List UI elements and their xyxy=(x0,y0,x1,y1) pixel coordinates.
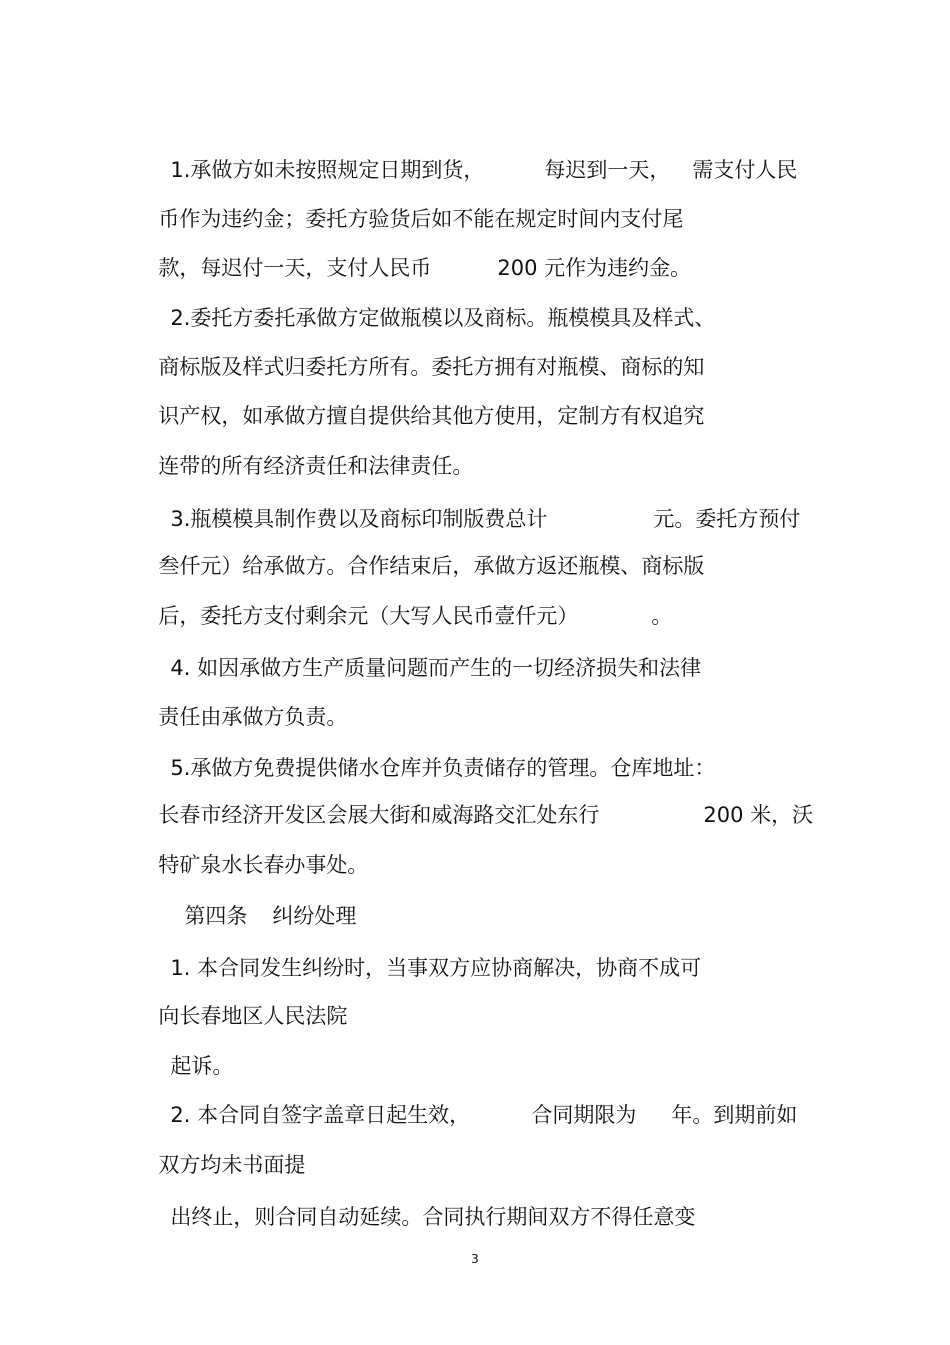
text-segment: 连带的所有经济责任和法律责任。 xyxy=(158,454,474,478)
text-line xyxy=(640,480,800,532)
text-line xyxy=(658,1076,797,1128)
section-heading xyxy=(171,877,247,929)
text-segment: 双方均未书面提 xyxy=(158,1153,306,1177)
text-line xyxy=(638,577,672,629)
text-line xyxy=(145,180,683,232)
text-line xyxy=(690,776,813,828)
text-line xyxy=(679,131,797,183)
text-segment: 200 米，沃 xyxy=(703,803,814,827)
section-heading xyxy=(259,877,356,929)
text-segment: 特矿泉水长春办事处。 xyxy=(158,853,369,877)
text-segment: 合同期限为 xyxy=(531,1103,637,1127)
text-segment: 纠纷处理 xyxy=(272,904,357,928)
text-segment: 出终止，则合同自动延续。合同执行期间双方不得任意变 xyxy=(170,1205,696,1229)
text-segment: 商标版及样式归委托方所有。委托方拥有对瓶模、商标的知 xyxy=(158,355,705,379)
text-segment: 4. 如因承做方生产质量问题而产生的一切经济损失和法律 xyxy=(170,656,702,680)
text-line xyxy=(157,131,484,183)
text-segment: 5.承做方免费提供储水仓库并负责储存的管理。仓库地址： xyxy=(170,756,716,780)
text-line xyxy=(145,229,431,281)
text-line xyxy=(145,977,347,1029)
text-segment: 2. 本合同自签字盖章日起生效， xyxy=(170,1103,471,1127)
text-line xyxy=(484,229,691,281)
text-line xyxy=(157,1076,470,1128)
text-line xyxy=(145,678,347,730)
text-segment: 识产权，如承做方擅自提供给其他方使用，定制方有权追究 xyxy=(158,404,705,428)
text-line xyxy=(145,826,368,878)
text-line xyxy=(145,328,704,380)
text-segment: 3.瓶模模具制作费以及商标印制版费总计 xyxy=(170,507,548,531)
text-line xyxy=(531,131,670,183)
text-segment: 年。到期前如 xyxy=(671,1103,798,1127)
text-line xyxy=(145,776,599,828)
text-segment: 1.承做方如未按照规定日期到货， xyxy=(170,158,485,182)
text-segment: 币作为违约金；委托方验货后如不能在规定时间内支付尾 xyxy=(158,207,684,231)
text-segment: 。 xyxy=(651,604,673,628)
text-segment: 起诉。 xyxy=(170,1054,234,1078)
text-segment: 向长春地区人民法院 xyxy=(158,1004,348,1028)
text-line xyxy=(157,1027,233,1079)
text-line xyxy=(145,427,473,479)
text-line xyxy=(157,729,715,781)
text-line xyxy=(157,1178,695,1230)
text-segment: 后，委托方支付剩余元（大写人民币壹仟元） xyxy=(158,604,579,628)
text-segment: 每迟到一天， xyxy=(544,158,671,182)
text-line xyxy=(157,480,547,532)
text-segment: 200 元作为违约金。 xyxy=(497,256,692,280)
text-segment: 款，每迟付一天，支付人民币 xyxy=(158,256,432,280)
text-segment: 1. 本合同发生纠纷时，当事双方应协商解决，协商不成可 xyxy=(170,956,702,980)
text-segment: 需支付人民 xyxy=(692,158,798,182)
text-line xyxy=(145,1126,305,1178)
text-segment: 2.委托方委托承做方定做瓶模以及商标。瓶模模具及样式、 xyxy=(170,306,716,330)
text-line xyxy=(145,577,578,629)
text-segment: 责任由承做方负责。 xyxy=(158,705,348,729)
text-line xyxy=(157,629,701,681)
text-line xyxy=(145,377,704,429)
text-segment: 元。委托方预付 xyxy=(653,507,801,531)
text-segment: 长春市经济开发区会展大街和威海路交汇处东行 xyxy=(158,803,600,827)
text-line xyxy=(157,929,701,981)
text-segment: 叁仟元）给承做方。合作结束后，承做方返还瓶模、商标版 xyxy=(158,554,705,578)
text-line xyxy=(145,527,704,579)
text-line xyxy=(518,1076,636,1128)
text-line xyxy=(157,279,715,331)
text-segment: 第四条 xyxy=(184,904,248,928)
page-number: 3 xyxy=(471,1252,479,1266)
